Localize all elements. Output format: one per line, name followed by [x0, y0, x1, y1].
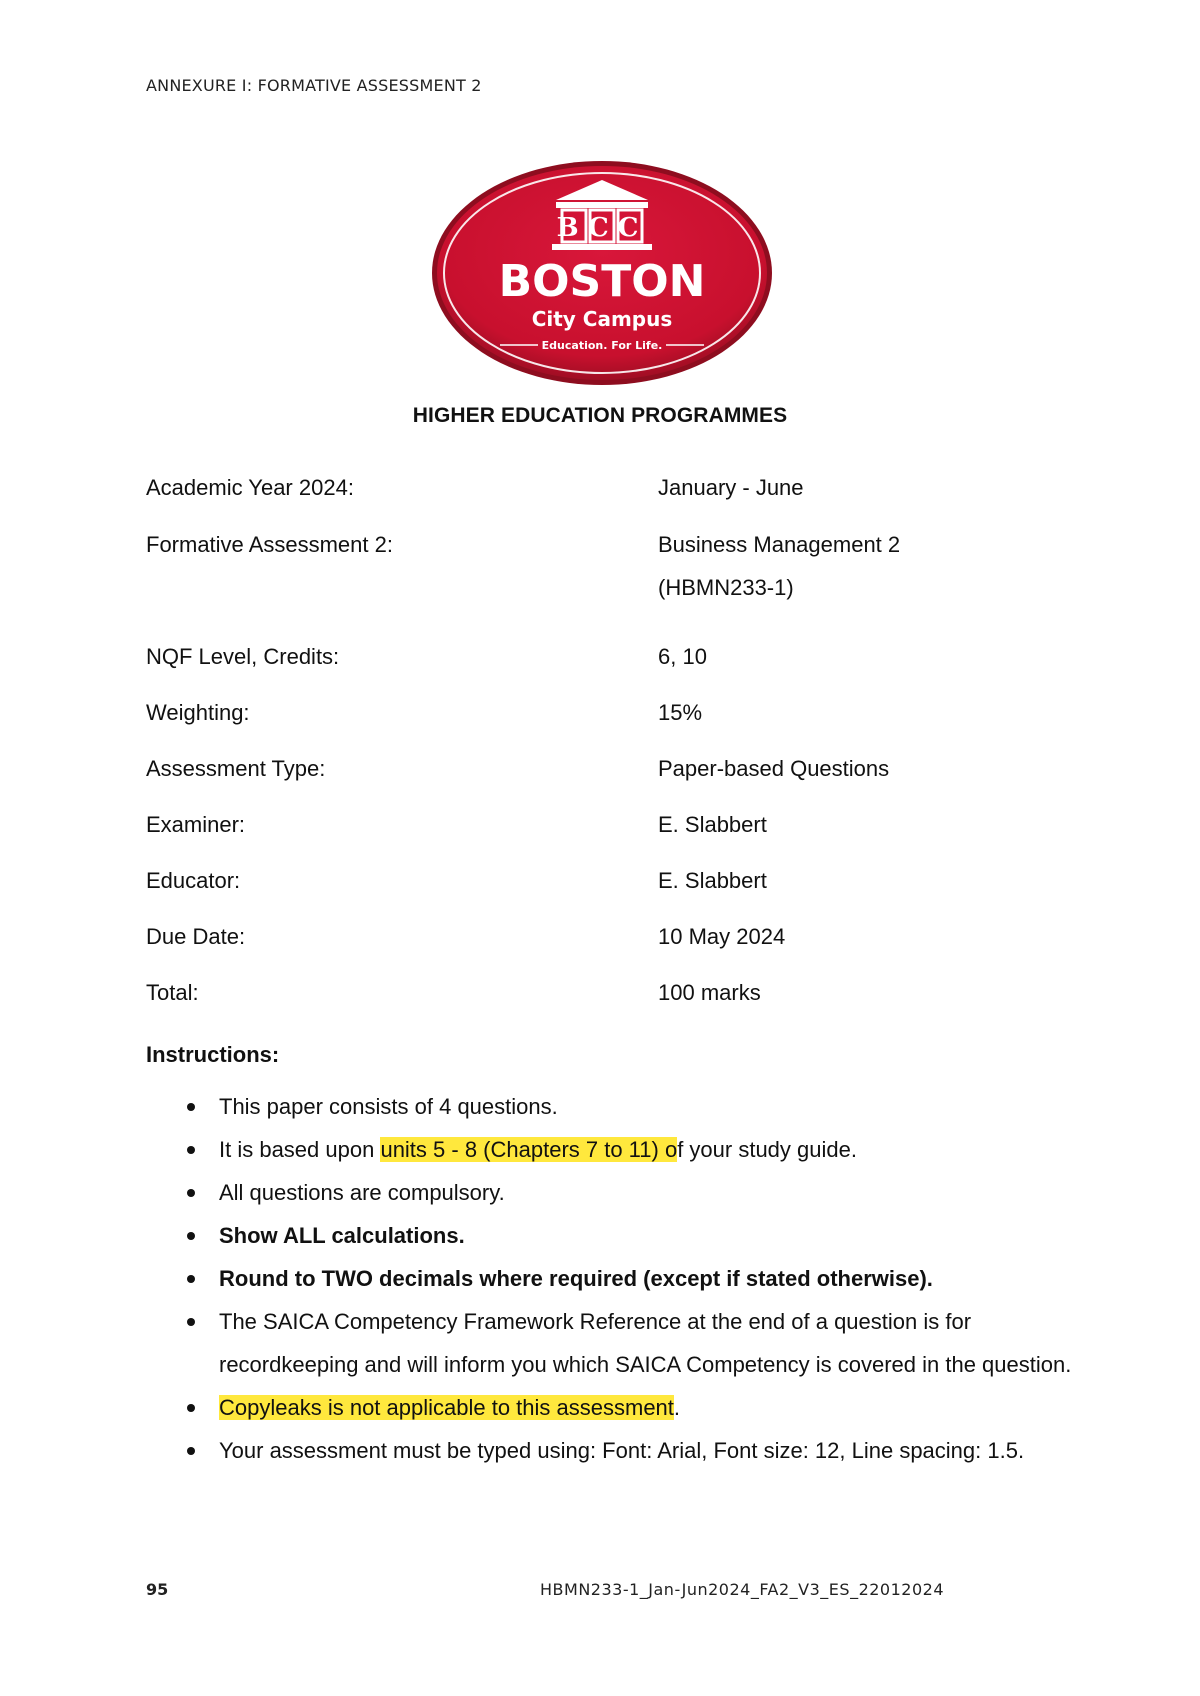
info-label: Weighting: — [146, 700, 250, 725]
bullet-icon — [187, 1232, 195, 1240]
instructions-list — [146, 1085, 1076, 1472]
info-value: Paper-based Questions — [658, 756, 890, 781]
document-code: HBMN233-1_Jan-Jun2024_FA2_V3_ES_22012024 — [540, 1580, 945, 1599]
info-value: 100 marks — [658, 980, 761, 1005]
info-label: Due Date: — [146, 924, 246, 949]
logo-campus: City Campus — [531, 307, 673, 331]
list-item: All questions are compulsory. — [146, 1171, 1076, 1214]
info-value: E. Slabbert — [658, 868, 767, 893]
list-item: The SAICA Competency Framework Reference at the end of a question is for recordkeeping and will inform you which SAICA Competency is covered in the question. — [146, 1300, 1076, 1386]
list-item: Round to TWO decimals where required (except if stated otherwise). — [146, 1257, 1076, 1300]
info-value: 15% — [658, 700, 703, 725]
instructions-heading: Instructions: — [146, 1042, 280, 1067]
course-code: (HBMN233-1) — [658, 575, 794, 600]
page-title: HIGHER EDUCATION PROGRAMMES — [412, 404, 788, 427]
info-value: January - June — [658, 475, 804, 500]
info-value: 10 May 2024 — [658, 924, 786, 949]
highlighted-text: Copyleaks is not applicable to this assessment — [219, 1395, 674, 1420]
logo-tagline: Education. For Life. — [541, 339, 663, 352]
bullet-icon — [187, 1275, 195, 1283]
bullet-icon — [187, 1447, 195, 1455]
info-label: Academic Year 2024: — [146, 475, 354, 500]
bullet-icon — [187, 1103, 195, 1111]
list-item: This paper consists of 4 questions. — [146, 1085, 1076, 1128]
highlighted-text: units 5 - 8 (Chapters 7 to 11) o — [380, 1137, 678, 1162]
bullet-icon — [187, 1189, 195, 1197]
info-label: Assessment Type: — [146, 756, 326, 781]
list-item: Copyleaks is not applicable to this assessment. — [146, 1386, 1076, 1429]
logo-name: BOSTON — [498, 256, 706, 307]
list-item: It is based upon units 5 - 8 (Chapters 7 to 11) of your study guide. — [146, 1128, 1076, 1171]
page-number: 95 — [146, 1580, 169, 1599]
page-header: ANNEXURE I: FORMATIVE ASSESSMENT 2 — [146, 76, 482, 95]
info-value — [658, 523, 1058, 609]
bullet-icon — [187, 1404, 195, 1412]
info-value: E. Slabbert — [658, 812, 767, 837]
bullet-icon — [187, 1318, 195, 1326]
course-name: Business Management 2 — [658, 532, 901, 557]
info-label: Examiner: — [146, 812, 246, 837]
info-value: 6, 10 — [658, 644, 707, 669]
boston-city-campus-logo — [430, 158, 775, 388]
logo-letters: BCC — [556, 213, 648, 243]
info-label: Formative Assessment 2: — [146, 532, 393, 557]
info-label: NQF Level, Credits: — [146, 644, 340, 669]
list-item: Show ALL calculations. — [146, 1214, 1076, 1257]
info-label: Educator: — [146, 868, 241, 893]
info-label: Total: — [146, 980, 199, 1005]
bullet-icon — [187, 1146, 195, 1154]
list-item: Your assessment must be typed using: Font: Arial, Font size: 12, Line spacing: 1.5. — [146, 1429, 1076, 1472]
